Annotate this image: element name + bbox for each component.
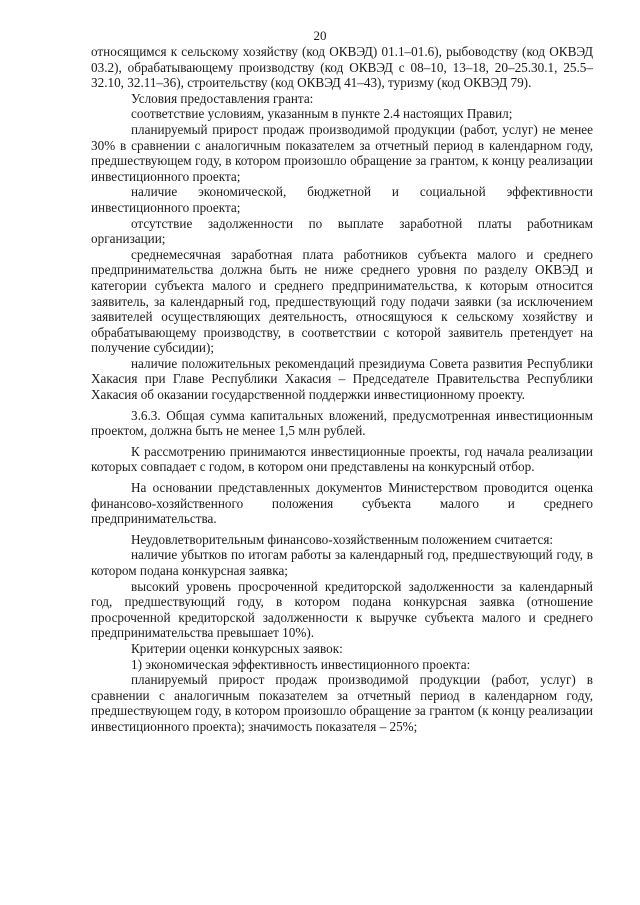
paragraph-condition-efficiency: наличие экономической, бюджетной и социальной эффективности инвестиционного проекта; <box>91 184 593 215</box>
paragraph-projects-accepted: К рассмотрению принимаются инвестиционные проекты, год начала реализации которых совпадает с годом, в котором они представлены на конкурсный отбор. <box>91 443 593 475</box>
paragraph-condition-recommendations: наличие положительных рекомендаций президиума Совета развития Республики Хакасия при Главе Республики Хакасия – Председателе Правительства Республики Хакасия об оказании государственной поддержки инвестиционному проекту. <box>91 355 593 403</box>
paragraph-criterion-sales-growth: планируемый прирост продаж производимой продукции (работ, услуг) в сравнении с аналогичным показателем за отчетный период в календарном году, предшествующем году, в котором произошло обращение за грантом (к концу реализации инвестиционного проекта); значимость показателя – 25%; <box>91 672 593 734</box>
paragraph-okved-continuation: относящимся к сельскому хозяйству (код ОКВЭД) 01.1–01.6), рыбоводству (код ОКВЭД 03.2), обрабатывающему производству (код ОКВЭД с 08–10, 13–18, 20–25.30.1, 25.5–32.10, 32.11–36), строительству (код ОКВЭД 41–43), туризму (код ОКВЭД 79). <box>91 44 593 91</box>
paragraph-financial-assessment: На основании представленных документов Министерством проводится оценка финансово-хозяйственного положения субъекта малого и среднего предпринимательства. <box>91 480 593 527</box>
paragraph-condition-sales-growth: планируемый прирост продаж производимой продукции (работ, услуг) не менее 30% в сравнении с аналогичным показателем за отчетный период в календарном году, предшествующем году, в котором произошло обращение за грантом, к концу реализации инвестиционного проекта; <box>91 121 593 184</box>
document-body <box>91 44 593 735</box>
paragraph-grant-conditions-heading: Условия предоставления гранта: <box>131 90 314 106</box>
paragraph-overdue-debt: высокий уровень просроченной кредиторской задолженности за календарный год, предшествующий году, в котором подана конкурсная заявка (отношение просроченной кредиторской задолженности к выручке субъекта малого и среднего предпринимательства превышает 10%). <box>91 578 593 641</box>
paragraph-condition-average-wage: среднемесячная заработная плата работников субъекта малого и среднего предпринимательства должна быть не ниже среднего уровня по разделу ОКВЭД и категории субъекта малого и среднего предпринимательства, к которым относится заявитель, за календарный год, предшествующий году подачи заявки (за исключением заявителей осуществляющих деятельность, относящуюся к сельскому хозяйству и обрабатывающему производству, в соответствии с которой заявитель претендует на получение субсидии); <box>91 246 593 356</box>
paragraph-condition-no-wage-debt: отсутствие задолженности по выплате заработной платы работникам организации; <box>91 215 593 247</box>
paragraph-criteria-heading: Критерии оценки конкурсных заявок: <box>131 640 343 656</box>
paragraph-losses: наличие убытков по итогам работы за календарный год, предшествующий году, в котором подана конкурсная заявка; <box>91 547 593 578</box>
paragraph-unsatisfactory-heading: Неудовлетворительным финансово-хозяйственным положением считается: <box>131 531 554 547</box>
page-number: 20 <box>313 28 327 43</box>
paragraph-condition-compliance: соответствие условиям, указанным в пункте 2.4 настоящих Правил; <box>131 106 513 122</box>
paragraph-clause-3-6-3: 3.6.3. Общая сумма капитальных вложений, предусмотренная инвестиционным проектом, должна быть не менее 1,5 млн рублей. <box>91 407 593 439</box>
paragraph-criterion-1: 1) экономическая эффективность инвестиционного проекта: <box>131 656 471 672</box>
